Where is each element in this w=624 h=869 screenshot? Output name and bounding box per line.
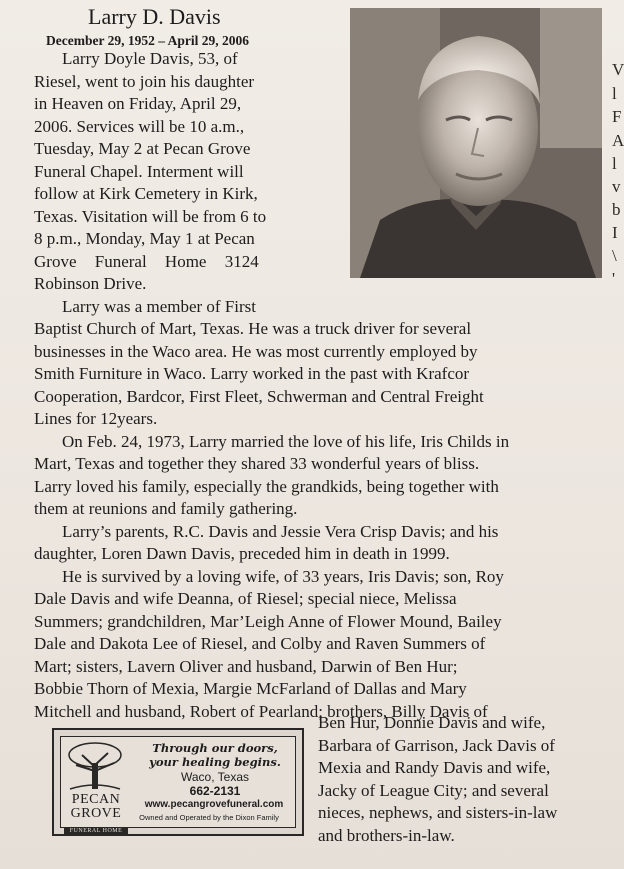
text-line: Mexia and Randy Davis and wife, (318, 758, 551, 777)
text-line: Bobbie Thorn of Mexia, Margie McFarland of Dallas and Mary (34, 679, 467, 698)
slogan-line: Through our doors, (152, 741, 278, 755)
text-line: Ben Hur, Donnie Davis and wife, (318, 713, 546, 732)
intro-paragraph (34, 48, 334, 318)
adjacent-column-fragment: l (612, 84, 617, 103)
text-line: Funeral Chapel. Interment will (34, 161, 244, 181)
text-line: On Feb. 24, 1973, Larry married the love of his life, Iris Childs in (62, 431, 510, 451)
adjacent-column-fragment: I (612, 223, 618, 242)
pecan-grove-logo (64, 741, 126, 834)
text-line: Mart; sisters, Lavern Oliver and husband, Darwin of Ben Hur; (34, 656, 458, 676)
text-line: follow at Kirk Cemetery in Kirk, (34, 184, 258, 203)
adjacent-column-fragment: ' (612, 269, 616, 288)
ad-slogan (135, 741, 295, 769)
text-line: Larry Doyle Davis, 53, of (62, 49, 238, 68)
text-line: Summers; grandchildren, Mar’Leigh Anne of Flower Mound, Bailey (34, 611, 502, 631)
obituary-name: Larry D. Davis (88, 4, 221, 29)
adjacent-column-fragment: l (612, 154, 617, 173)
ad-frame (60, 736, 296, 834)
logo-word-grove: GROVE (70, 806, 122, 821)
text-line: Smith Furniture in Waco. Larry worked in the past with Krafcor (34, 364, 470, 383)
text-line: 8 p.m., Monday, May 1 at Pecan (34, 229, 255, 248)
text-line: and brothers-in-law. (318, 825, 455, 845)
text-line: them at reunions and family gathering. (34, 499, 298, 518)
text-line: daughter, Loren Dawn Davis, preceded him in death in 1999. (34, 544, 450, 563)
adjacent-column-fragment: V (612, 60, 624, 79)
funeral-home-ad (52, 728, 304, 836)
text-line: Riesel, went to join his daughter (34, 71, 255, 91)
tree-icon (64, 741, 126, 791)
text-line: Baptist Church of Mart, Texas. He was a truck driver for several (34, 319, 472, 338)
text-line: Cooperation, Bardcor, First Fleet, Schwerman and Central Freight (34, 386, 484, 406)
text-line: Dale Davis and wife Deanna, of Riesel; special niece, Melissa (34, 589, 457, 608)
text-line: Jacky of League City; and several (318, 780, 549, 800)
text-line: Robinson Drive. (34, 274, 147, 293)
text-line: Texas. Visitation will be from 6 to (34, 206, 267, 226)
text-line: Larry was a member of First (62, 296, 257, 316)
slogan-line: your healing begins. (149, 755, 281, 769)
ad-city: Waco, Texas (180, 770, 250, 784)
text-line: 2006. Services will be 10 a.m., (34, 116, 245, 136)
adjacent-column-fragment: A (612, 131, 624, 150)
text-line: nieces, nephews, and sisters-in-law (318, 803, 558, 822)
adjacent-column-fragment: \ (612, 246, 617, 265)
obituary-column (30, 0, 610, 869)
body-paragraphs (34, 318, 610, 723)
text-line: Dale and Dakota Lee of Riesel, and Colby and Raven Summers of (34, 634, 486, 653)
text-line: in Heaven on Friday, April 29, (34, 94, 242, 113)
text-line: Tuesday, May 2 at Pecan Grove (34, 139, 251, 158)
text-line: Mart, Texas and together they shared 33 wonderful years of bliss. (34, 454, 480, 473)
adjacent-column-fragment: b (612, 200, 621, 219)
logo-subtitle: FUNERAL HOME (64, 827, 128, 835)
text-line: Grove Funeral Home 3124 (34, 251, 259, 271)
closing-lines (318, 712, 608, 847)
ad-phone: 662-2131 (189, 784, 241, 798)
text-line: Larry loved his family, especially the grandkids, being together with (34, 476, 499, 496)
text-line: Larry’s parents, R.C. Davis and Jessie Vera Crisp Davis; and his (62, 521, 499, 541)
ad-owned-by: Owned and Operated by the Dixon Family (139, 813, 279, 822)
text-line: Barbara of Garrison, Jack Davis of (318, 735, 555, 755)
obituary-dates: December 29, 1952 – April 29, 2006 (46, 33, 249, 48)
ad-website: www.pecangrovefuneral.com (144, 799, 284, 810)
portrait-photo (350, 8, 602, 278)
logo-word-pecan: PECAN (71, 792, 121, 807)
text-line: Lines for 12years. (34, 409, 158, 428)
text-line: Mitchell and husband, Robert of Pearland; brothers, Billy Davis of (34, 701, 488, 721)
adjacent-column-fragment: v (612, 177, 621, 196)
adjacent-column-fragment: F (612, 107, 622, 126)
text-line: businesses in the Waco area. He was most currently employed by (34, 341, 478, 361)
text-line: He is survived by a loving wife, of 33 years, Iris Davis; son, Roy (62, 566, 504, 586)
